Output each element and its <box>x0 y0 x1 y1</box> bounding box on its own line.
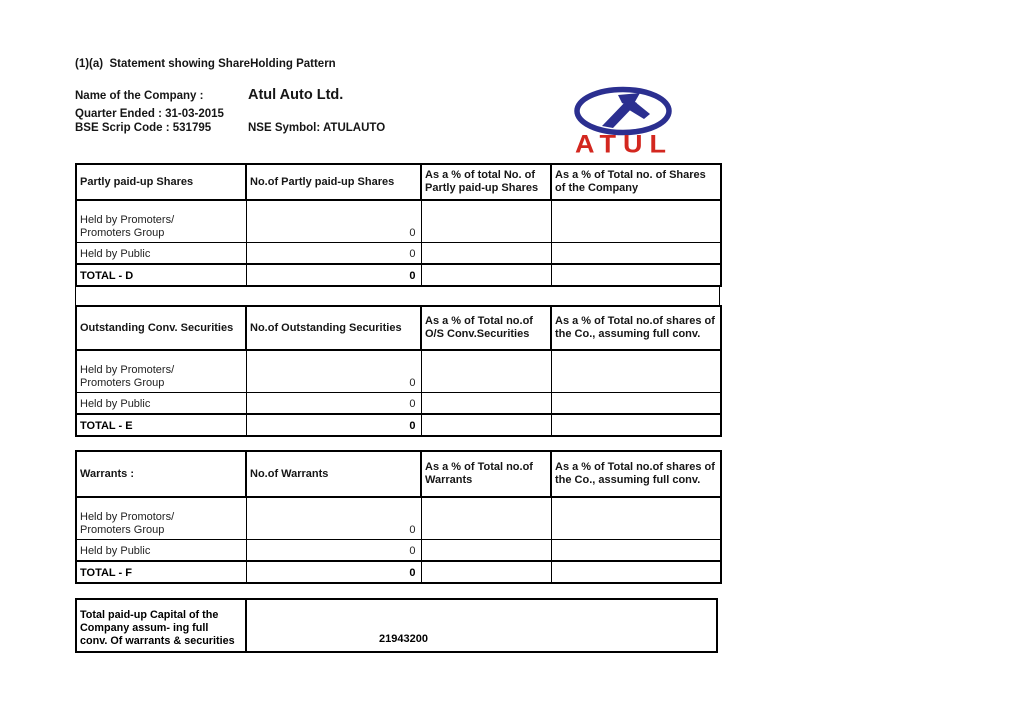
empty-cell <box>551 539 721 561</box>
table-row <box>76 242 721 264</box>
col-header: As a % of Total no. of Shares of the Company <box>551 164 721 200</box>
row-label-cell: Held by Promoters/ Promoters Group <box>76 200 246 242</box>
value-cell: 0 <box>246 497 421 539</box>
col-header: No.of Outstanding Securities <box>246 306 421 350</box>
table-row <box>76 392 721 414</box>
empty-cell <box>421 414 551 436</box>
value-cell: 0 <box>246 539 421 561</box>
table-header-row <box>76 306 721 350</box>
page-title: (1)(a) Statement showing ShareHolding Pattern <box>75 58 336 70</box>
atul-logo <box>558 86 690 158</box>
empty-cell <box>551 561 721 583</box>
row-label-cell: Held by Public <box>76 242 246 264</box>
col-header: Partly paid-up Shares <box>76 164 246 200</box>
col-header: As a % of Total no.of shares of the Co., assuming full conv. <box>551 451 721 497</box>
summary-value-cell <box>246 599 717 652</box>
empty-cell <box>421 200 551 242</box>
empty-cell <box>551 497 721 539</box>
col-header: No.of Partly paid-up Shares <box>246 164 421 200</box>
table-row <box>76 539 721 561</box>
table-row <box>76 200 721 242</box>
value-cell: 0 <box>246 200 421 242</box>
bse-scrip-code: BSE Scrip Code : 531795 <box>75 122 212 134</box>
table-row <box>76 350 721 392</box>
value-cell: 0 <box>246 414 421 436</box>
nse-symbol: NSE Symbol: ATULAUTO <box>248 122 386 134</box>
value-cell: 0 <box>246 561 421 583</box>
table-warrants <box>75 450 722 584</box>
empty-cell <box>551 350 721 392</box>
row-label-cell: Held by Promotors/ Promoters Group <box>76 497 246 539</box>
col-header: Warrants : <box>76 451 246 497</box>
empty-cell <box>421 497 551 539</box>
total-capital-value: 21943200 <box>379 633 428 645</box>
col-header: As a % of total No. of Partly paid-up Shares <box>421 164 551 200</box>
empty-cell <box>551 414 721 436</box>
company-label: Name of the Company : <box>75 90 204 102</box>
empty-cell <box>551 242 721 264</box>
value-cell: 0 <box>246 392 421 414</box>
table-header-row <box>76 451 721 497</box>
row-label-cell: Held by Promoters/ Promoters Group <box>76 350 246 392</box>
row-label-cell: TOTAL - F <box>76 561 246 583</box>
table-spacer-row <box>75 285 720 305</box>
value-cell: 0 <box>246 242 421 264</box>
empty-cell <box>421 561 551 583</box>
table-total-row <box>76 264 721 286</box>
table-row <box>76 497 721 539</box>
table-total-paid-up-capital <box>75 598 718 653</box>
table-row <box>76 599 717 652</box>
row-label-cell: Held by Public <box>76 539 246 561</box>
value-cell: 0 <box>246 350 421 392</box>
empty-cell <box>551 200 721 242</box>
empty-cell <box>551 264 721 286</box>
table-total-row <box>76 561 721 583</box>
value-cell: 0 <box>246 264 421 286</box>
col-header: As a % of Total no.of O/S Conv.Securities <box>421 306 551 350</box>
col-header: As a % of Total no.of Warrants <box>421 451 551 497</box>
empty-cell <box>421 242 551 264</box>
summary-label-cell: Total paid-up Capital of the Company assum- ing full conv. Of warrants & securities <box>76 599 246 652</box>
col-header: Outstanding Conv. Securities <box>76 306 246 350</box>
table-partly-paid-up-shares <box>75 163 722 287</box>
table-outstanding-conv-securities <box>75 305 722 437</box>
atul-logo-word: ATUL <box>575 130 673 158</box>
row-label-cell: Held by Public <box>76 392 246 414</box>
company-name: Atul Auto Ltd. <box>248 87 344 103</box>
row-label-cell: TOTAL - D <box>76 264 246 286</box>
col-header: No.of Warrants <box>246 451 421 497</box>
empty-cell <box>421 539 551 561</box>
empty-cell <box>421 350 551 392</box>
col-header: As a % of Total no.of shares of the Co., assuming full conv. <box>551 306 721 350</box>
row-label-cell: TOTAL - E <box>76 414 246 436</box>
quarter-ended: Quarter Ended : 31-03-2015 <box>75 108 224 120</box>
empty-cell <box>551 392 721 414</box>
atul-logo-emblem-icon <box>558 86 690 136</box>
empty-cell <box>421 264 551 286</box>
table-total-row <box>76 414 721 436</box>
empty-cell <box>421 392 551 414</box>
table-header-row <box>76 164 721 200</box>
